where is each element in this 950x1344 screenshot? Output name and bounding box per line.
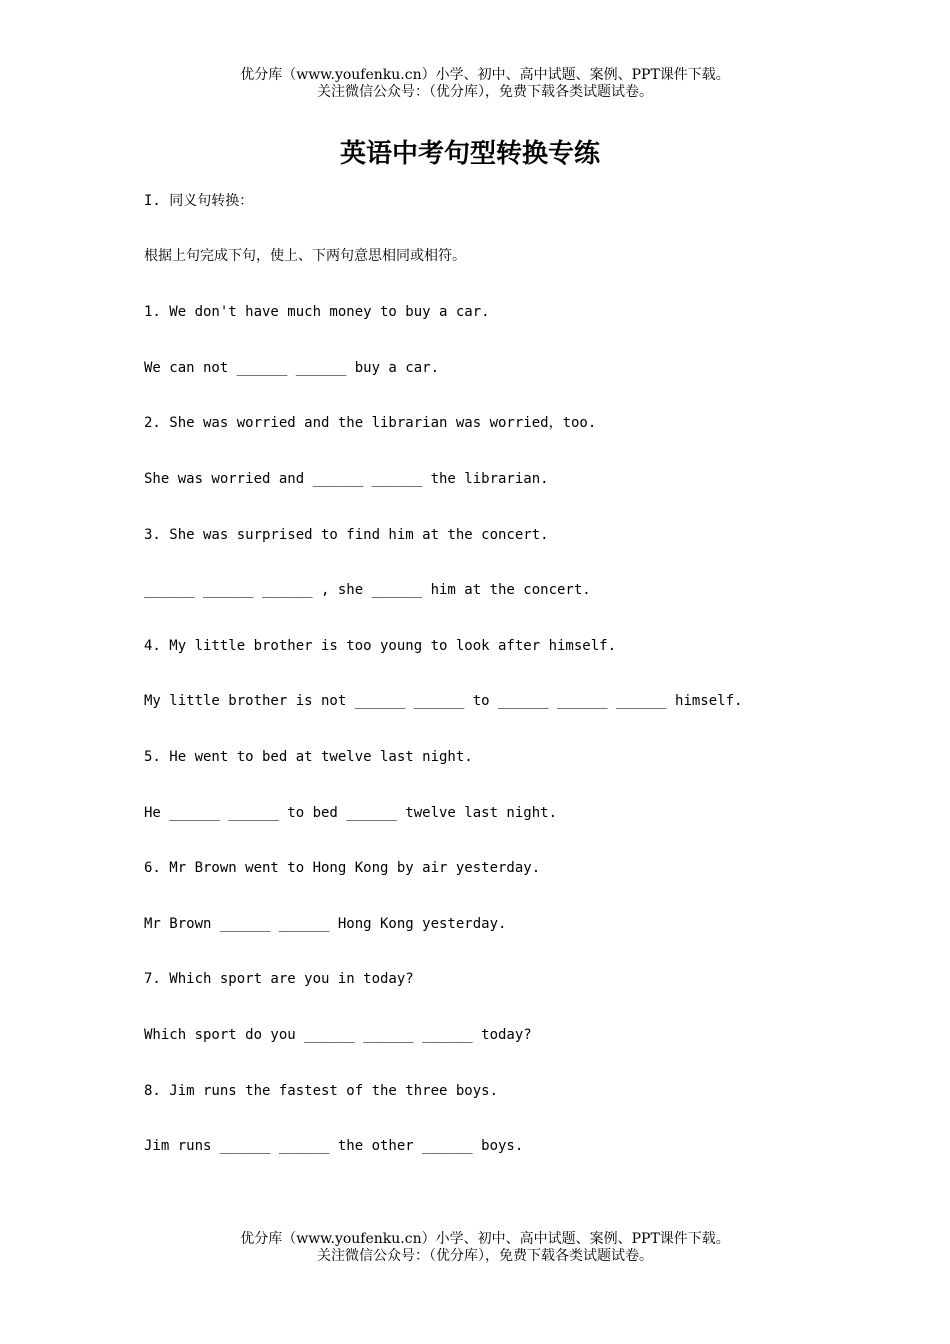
question-8: 8. Jim runs the fastest of the three boys.: [144, 1083, 499, 1099]
footer-line-2: 关注微信公众号：（优分库），免费下载各类试题试卷。: [317, 1248, 653, 1264]
answer-3: ______ ______ ______ , she ______ him at the concert.: [144, 582, 591, 598]
answer-4: My little brother is not ______ ______ to ______ ______ ______ himself.: [144, 693, 743, 709]
answer-1: We can not ______ ______ buy a car.: [144, 360, 440, 376]
question-6: 6. Mr Brown went to Hong Kong by air yesterday.: [144, 860, 541, 876]
question-1: 1. We don't have much money to buy a car.: [144, 304, 490, 320]
question-4: 4. My little brother is too young to look after himself.: [144, 638, 617, 654]
answer-5: He ______ ______ to bed ______ twelve last night.: [144, 805, 558, 821]
document-title-text: 英语中考句型转换专练: [339, 139, 600, 169]
page-header: [0, 67, 950, 101]
question-2: 2. She was worried and the librarian was worried，too.: [144, 415, 597, 431]
header-line-2: 关注微信公众号：（优分库），免费下载各类试题试卷。: [317, 84, 653, 100]
document-title: [0, 134, 950, 174]
section-heading: I. 同义句转换：: [144, 193, 254, 209]
answer-7: Which sport do you ______ ______ ______ today?: [144, 1027, 532, 1043]
page-footer: [0, 1231, 950, 1265]
question-5: 5. He went to bed at twelve last night.: [144, 749, 473, 765]
answer-8: Jim runs ______ ______ the other ______ boys.: [144, 1138, 524, 1154]
header-line-1: 优分库（www.youfenku.cn）小学、初中、高中试题、案例、PPT课件下载。: [240, 67, 730, 83]
footer-line-1: 优分库（www.youfenku.cn）小学、初中、高中试题、案例、PPT课件下载。: [240, 1231, 730, 1247]
question-7: 7. Which sport are you in today?: [144, 971, 414, 987]
answer-6: Mr Brown ______ ______ Hong Kong yesterday.: [144, 916, 507, 932]
question-3: 3. She was surprised to find him at the concert.: [144, 527, 549, 543]
answer-2: She was worried and ______ ______ the librarian.: [144, 471, 549, 487]
section-instruction: 根据上句完成下句，使上、下两句意思相同或相符。: [144, 248, 466, 264]
